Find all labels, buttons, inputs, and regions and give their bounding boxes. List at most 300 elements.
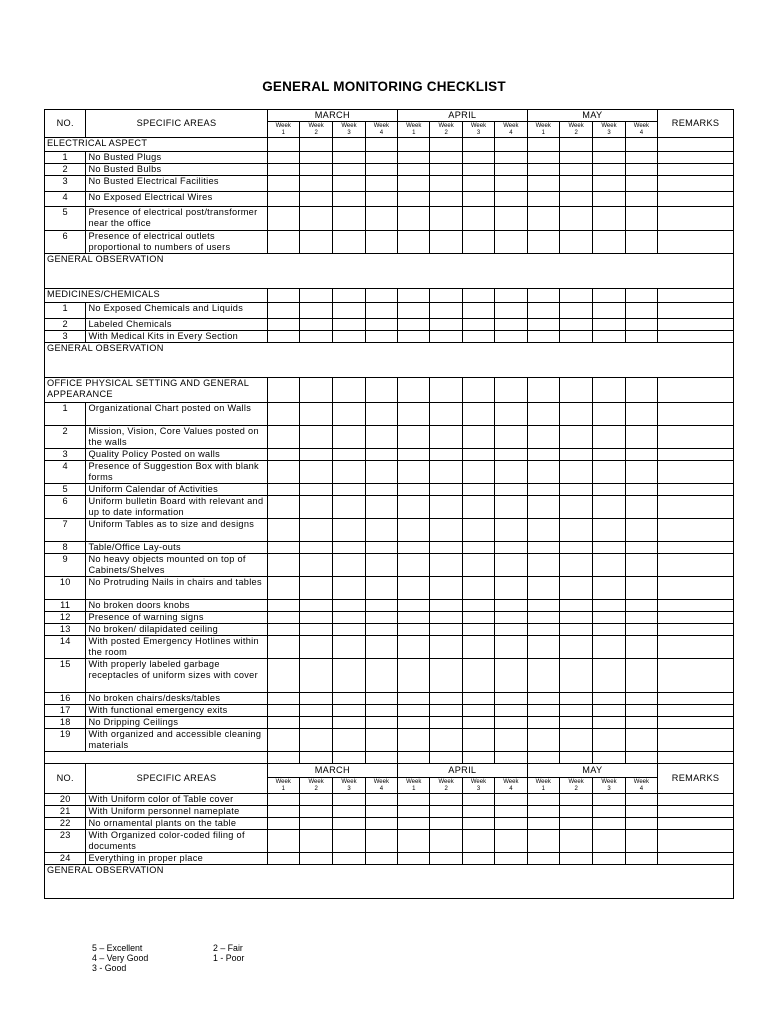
- rating-cell[interactable]: [430, 378, 462, 403]
- rating-cell[interactable]: [430, 612, 462, 624]
- rating-cell[interactable]: [658, 542, 734, 554]
- rating-cell[interactable]: [365, 378, 397, 403]
- rating-cell[interactable]: [559, 319, 592, 331]
- rating-cell[interactable]: [333, 378, 365, 403]
- rating-cell[interactable]: [593, 152, 625, 164]
- rating-cell[interactable]: [267, 426, 299, 449]
- rating-cell[interactable]: [658, 461, 734, 484]
- rating-cell[interactable]: [365, 152, 397, 164]
- rating-cell[interactable]: [527, 717, 559, 729]
- rating-cell[interactable]: [267, 461, 299, 484]
- rating-cell[interactable]: [625, 449, 657, 461]
- rating-cell[interactable]: [559, 705, 592, 717]
- rating-cell[interactable]: [267, 403, 299, 426]
- rating-cell[interactable]: [527, 138, 559, 152]
- rating-cell[interactable]: [299, 403, 332, 426]
- rating-cell[interactable]: [430, 693, 462, 705]
- rating-cell[interactable]: [430, 717, 462, 729]
- rating-cell[interactable]: [559, 231, 592, 254]
- rating-cell[interactable]: [333, 164, 365, 176]
- rating-cell[interactable]: [495, 176, 527, 192]
- rating-cell[interactable]: [658, 331, 734, 343]
- rating-cell[interactable]: [559, 693, 592, 705]
- rating-cell[interactable]: [527, 176, 559, 192]
- rating-cell[interactable]: [658, 319, 734, 331]
- rating-cell[interactable]: [333, 729, 365, 752]
- rating-cell[interactable]: [333, 496, 365, 519]
- rating-cell[interactable]: [495, 577, 527, 600]
- rating-cell[interactable]: [299, 231, 332, 254]
- rating-cell[interactable]: [333, 484, 365, 496]
- rating-cell[interactable]: [267, 554, 299, 577]
- rating-cell[interactable]: [593, 303, 625, 319]
- rating-cell[interactable]: [333, 176, 365, 192]
- rating-cell[interactable]: [267, 231, 299, 254]
- rating-cell[interactable]: [593, 461, 625, 484]
- rating-cell[interactable]: [462, 705, 494, 717]
- rating-cell[interactable]: [495, 192, 527, 207]
- rating-cell[interactable]: [495, 752, 527, 764]
- rating-cell[interactable]: [527, 164, 559, 176]
- rating-cell[interactable]: [430, 231, 462, 254]
- rating-cell[interactable]: [658, 449, 734, 461]
- rating-cell[interactable]: [333, 659, 365, 693]
- rating-cell[interactable]: [625, 231, 657, 254]
- rating-cell[interactable]: [527, 403, 559, 426]
- rating-cell[interactable]: [299, 207, 332, 231]
- rating-cell[interactable]: [430, 449, 462, 461]
- rating-cell[interactable]: [430, 830, 462, 853]
- rating-cell[interactable]: [398, 426, 430, 449]
- rating-cell[interactable]: [462, 331, 494, 343]
- rating-cell[interactable]: [398, 853, 430, 865]
- rating-cell[interactable]: [593, 176, 625, 192]
- rating-cell[interactable]: [462, 164, 494, 176]
- rating-cell[interactable]: [398, 612, 430, 624]
- rating-cell[interactable]: [559, 192, 592, 207]
- rating-cell[interactable]: [527, 449, 559, 461]
- rating-cell[interactable]: [527, 624, 559, 636]
- rating-cell[interactable]: [398, 624, 430, 636]
- rating-cell[interactable]: [398, 830, 430, 853]
- rating-cell[interactable]: [559, 289, 592, 303]
- rating-cell[interactable]: [658, 231, 734, 254]
- rating-cell[interactable]: [333, 794, 365, 806]
- rating-cell[interactable]: [658, 152, 734, 164]
- rating-cell[interactable]: [658, 577, 734, 600]
- rating-cell[interactable]: [462, 496, 494, 519]
- rating-cell[interactable]: [527, 461, 559, 484]
- rating-cell[interactable]: [267, 612, 299, 624]
- rating-cell[interactable]: [333, 207, 365, 231]
- rating-cell[interactable]: [333, 693, 365, 705]
- rating-cell[interactable]: [593, 693, 625, 705]
- rating-cell[interactable]: [658, 207, 734, 231]
- rating-cell[interactable]: [365, 693, 397, 705]
- rating-cell[interactable]: [299, 577, 332, 600]
- rating-cell[interactable]: [658, 729, 734, 752]
- rating-cell[interactable]: [365, 600, 397, 612]
- rating-cell[interactable]: [559, 449, 592, 461]
- rating-cell[interactable]: [299, 853, 332, 865]
- rating-cell[interactable]: [365, 231, 397, 254]
- rating-cell[interactable]: [593, 717, 625, 729]
- rating-cell[interactable]: [593, 519, 625, 542]
- rating-cell[interactable]: [527, 289, 559, 303]
- rating-cell[interactable]: [333, 289, 365, 303]
- rating-cell[interactable]: [299, 176, 332, 192]
- rating-cell[interactable]: [462, 693, 494, 705]
- rating-cell[interactable]: [430, 289, 462, 303]
- rating-cell[interactable]: [625, 636, 657, 659]
- rating-cell[interactable]: [398, 289, 430, 303]
- rating-cell[interactable]: [559, 542, 592, 554]
- rating-cell[interactable]: [430, 806, 462, 818]
- rating-cell[interactable]: [593, 705, 625, 717]
- rating-cell[interactable]: [495, 484, 527, 496]
- rating-cell[interactable]: [593, 426, 625, 449]
- rating-cell[interactable]: [333, 426, 365, 449]
- rating-cell[interactable]: [430, 403, 462, 426]
- rating-cell[interactable]: [495, 319, 527, 331]
- rating-cell[interactable]: [658, 853, 734, 865]
- rating-cell[interactable]: [365, 164, 397, 176]
- rating-cell[interactable]: [365, 705, 397, 717]
- rating-cell[interactable]: [625, 752, 657, 764]
- rating-cell[interactable]: [430, 554, 462, 577]
- rating-cell[interactable]: [559, 806, 592, 818]
- rating-cell[interactable]: [365, 853, 397, 865]
- rating-cell[interactable]: [333, 331, 365, 343]
- rating-cell[interactable]: [625, 542, 657, 554]
- rating-cell[interactable]: [527, 378, 559, 403]
- rating-cell[interactable]: [365, 806, 397, 818]
- rating-cell[interactable]: [430, 207, 462, 231]
- rating-cell[interactable]: [527, 484, 559, 496]
- rating-cell[interactable]: [333, 542, 365, 554]
- rating-cell[interactable]: [658, 484, 734, 496]
- rating-cell[interactable]: [365, 794, 397, 806]
- rating-cell[interactable]: [333, 319, 365, 331]
- rating-cell[interactable]: [267, 717, 299, 729]
- rating-cell[interactable]: [398, 207, 430, 231]
- rating-cell[interactable]: [333, 853, 365, 865]
- rating-cell[interactable]: [462, 207, 494, 231]
- rating-cell[interactable]: [658, 303, 734, 319]
- rating-cell[interactable]: [333, 624, 365, 636]
- rating-cell[interactable]: [559, 600, 592, 612]
- rating-cell[interactable]: [625, 659, 657, 693]
- rating-cell[interactable]: [299, 319, 332, 331]
- rating-cell[interactable]: [299, 542, 332, 554]
- rating-cell[interactable]: [527, 600, 559, 612]
- rating-cell[interactable]: [333, 577, 365, 600]
- rating-cell[interactable]: [527, 705, 559, 717]
- rating-cell[interactable]: [430, 659, 462, 693]
- rating-cell[interactable]: [593, 331, 625, 343]
- rating-cell[interactable]: [495, 624, 527, 636]
- rating-cell[interactable]: [593, 853, 625, 865]
- rating-cell[interactable]: [267, 830, 299, 853]
- rating-cell[interactable]: [495, 705, 527, 717]
- rating-cell[interactable]: [527, 192, 559, 207]
- rating-cell[interactable]: [559, 624, 592, 636]
- rating-cell[interactable]: [625, 693, 657, 705]
- rating-cell[interactable]: [527, 794, 559, 806]
- rating-cell[interactable]: [462, 152, 494, 164]
- rating-cell[interactable]: [398, 729, 430, 752]
- rating-cell[interactable]: [398, 192, 430, 207]
- rating-cell[interactable]: [365, 176, 397, 192]
- rating-cell[interactable]: [625, 705, 657, 717]
- rating-cell[interactable]: [527, 303, 559, 319]
- rating-cell[interactable]: [398, 152, 430, 164]
- rating-cell[interactable]: [333, 403, 365, 426]
- rating-cell[interactable]: [430, 818, 462, 830]
- rating-cell[interactable]: [267, 659, 299, 693]
- rating-cell[interactable]: [625, 830, 657, 853]
- rating-cell[interactable]: [398, 449, 430, 461]
- rating-cell[interactable]: [299, 600, 332, 612]
- rating-cell[interactable]: [625, 806, 657, 818]
- rating-cell[interactable]: [462, 636, 494, 659]
- rating-cell[interactable]: [299, 519, 332, 542]
- rating-cell[interactable]: [462, 600, 494, 612]
- rating-cell[interactable]: [365, 519, 397, 542]
- rating-cell[interactable]: [625, 612, 657, 624]
- rating-cell[interactable]: [333, 705, 365, 717]
- rating-cell[interactable]: [398, 806, 430, 818]
- rating-cell[interactable]: [559, 818, 592, 830]
- rating-cell[interactable]: [495, 152, 527, 164]
- rating-cell[interactable]: [365, 449, 397, 461]
- rating-cell[interactable]: [527, 542, 559, 554]
- rating-cell[interactable]: [593, 624, 625, 636]
- rating-cell[interactable]: [495, 636, 527, 659]
- rating-cell[interactable]: [658, 496, 734, 519]
- rating-cell[interactable]: [495, 853, 527, 865]
- rating-cell[interactable]: [658, 624, 734, 636]
- rating-cell[interactable]: [559, 331, 592, 343]
- rating-cell[interactable]: [593, 636, 625, 659]
- rating-cell[interactable]: [462, 830, 494, 853]
- rating-cell[interactable]: [625, 794, 657, 806]
- rating-cell[interactable]: [430, 426, 462, 449]
- rating-cell[interactable]: [462, 612, 494, 624]
- rating-cell[interactable]: [625, 519, 657, 542]
- rating-cell[interactable]: [593, 403, 625, 426]
- rating-cell[interactable]: [559, 577, 592, 600]
- rating-cell[interactable]: [430, 853, 462, 865]
- rating-cell[interactable]: [430, 138, 462, 152]
- rating-cell[interactable]: [398, 752, 430, 764]
- rating-cell[interactable]: [559, 152, 592, 164]
- rating-cell[interactable]: [658, 426, 734, 449]
- rating-cell[interactable]: [462, 717, 494, 729]
- rating-cell[interactable]: [333, 303, 365, 319]
- rating-cell[interactable]: [398, 818, 430, 830]
- rating-cell[interactable]: [333, 138, 365, 152]
- rating-cell[interactable]: [625, 426, 657, 449]
- rating-cell[interactable]: [333, 752, 365, 764]
- rating-cell[interactable]: [462, 319, 494, 331]
- rating-cell[interactable]: [495, 461, 527, 484]
- rating-cell[interactable]: [365, 331, 397, 343]
- rating-cell[interactable]: [559, 519, 592, 542]
- rating-cell[interactable]: [398, 600, 430, 612]
- rating-cell[interactable]: [559, 830, 592, 853]
- rating-cell[interactable]: [559, 717, 592, 729]
- rating-cell[interactable]: [625, 853, 657, 865]
- rating-cell[interactable]: [462, 231, 494, 254]
- rating-cell[interactable]: [658, 752, 734, 764]
- rating-cell[interactable]: [430, 794, 462, 806]
- rating-cell[interactable]: [625, 624, 657, 636]
- rating-cell[interactable]: [625, 378, 657, 403]
- rating-cell[interactable]: [299, 612, 332, 624]
- rating-cell[interactable]: [495, 426, 527, 449]
- rating-cell[interactable]: [267, 289, 299, 303]
- rating-cell[interactable]: [593, 612, 625, 624]
- rating-cell[interactable]: [658, 806, 734, 818]
- rating-cell[interactable]: [593, 231, 625, 254]
- rating-cell[interactable]: [365, 636, 397, 659]
- rating-cell[interactable]: [430, 192, 462, 207]
- rating-cell[interactable]: [365, 496, 397, 519]
- rating-cell[interactable]: [625, 729, 657, 752]
- rating-cell[interactable]: [267, 519, 299, 542]
- rating-cell[interactable]: [559, 484, 592, 496]
- rating-cell[interactable]: [365, 554, 397, 577]
- rating-cell[interactable]: [267, 176, 299, 192]
- rating-cell[interactable]: [625, 192, 657, 207]
- rating-cell[interactable]: [430, 303, 462, 319]
- rating-cell[interactable]: [559, 612, 592, 624]
- rating-cell[interactable]: [365, 461, 397, 484]
- rating-cell[interactable]: [593, 554, 625, 577]
- rating-cell[interactable]: [299, 331, 332, 343]
- rating-cell[interactable]: [593, 659, 625, 693]
- rating-cell[interactable]: [365, 577, 397, 600]
- rating-cell[interactable]: [527, 729, 559, 752]
- rating-cell[interactable]: [365, 319, 397, 331]
- rating-cell[interactable]: [658, 794, 734, 806]
- rating-cell[interactable]: [559, 729, 592, 752]
- rating-cell[interactable]: [267, 794, 299, 806]
- rating-cell[interactable]: [527, 830, 559, 853]
- rating-cell[interactable]: [495, 378, 527, 403]
- rating-cell[interactable]: [365, 752, 397, 764]
- rating-cell[interactable]: [333, 818, 365, 830]
- rating-cell[interactable]: [625, 818, 657, 830]
- rating-cell[interactable]: [462, 426, 494, 449]
- rating-cell[interactable]: [267, 484, 299, 496]
- rating-cell[interactable]: [527, 693, 559, 705]
- rating-cell[interactable]: [430, 577, 462, 600]
- rating-cell[interactable]: [299, 289, 332, 303]
- rating-cell[interactable]: [658, 717, 734, 729]
- rating-cell[interactable]: [267, 542, 299, 554]
- rating-cell[interactable]: [398, 319, 430, 331]
- rating-cell[interactable]: [430, 461, 462, 484]
- rating-cell[interactable]: [365, 207, 397, 231]
- rating-cell[interactable]: [299, 461, 332, 484]
- rating-cell[interactable]: [658, 378, 734, 403]
- rating-cell[interactable]: [559, 554, 592, 577]
- rating-cell[interactable]: [559, 138, 592, 152]
- rating-cell[interactable]: [365, 659, 397, 693]
- rating-cell[interactable]: [333, 830, 365, 853]
- rating-cell[interactable]: [299, 659, 332, 693]
- rating-cell[interactable]: [495, 612, 527, 624]
- rating-cell[interactable]: [495, 830, 527, 853]
- rating-cell[interactable]: [430, 752, 462, 764]
- rating-cell[interactable]: [559, 403, 592, 426]
- rating-cell[interactable]: [625, 600, 657, 612]
- rating-cell[interactable]: [299, 496, 332, 519]
- rating-cell[interactable]: [462, 138, 494, 152]
- rating-cell[interactable]: [559, 176, 592, 192]
- rating-cell[interactable]: [495, 729, 527, 752]
- rating-cell[interactable]: [625, 577, 657, 600]
- rating-cell[interactable]: [299, 693, 332, 705]
- rating-cell[interactable]: [658, 600, 734, 612]
- rating-cell[interactable]: [299, 192, 332, 207]
- rating-cell[interactable]: [462, 484, 494, 496]
- rating-cell[interactable]: [559, 659, 592, 693]
- rating-cell[interactable]: [593, 378, 625, 403]
- rating-cell[interactable]: [430, 519, 462, 542]
- rating-cell[interactable]: [365, 138, 397, 152]
- rating-cell[interactable]: [299, 818, 332, 830]
- rating-cell[interactable]: [495, 600, 527, 612]
- rating-cell[interactable]: [625, 319, 657, 331]
- rating-cell[interactable]: [299, 484, 332, 496]
- general-observation[interactable]: GENERAL OBSERVATION: [45, 343, 734, 378]
- rating-cell[interactable]: [462, 403, 494, 426]
- rating-cell[interactable]: [462, 542, 494, 554]
- rating-cell[interactable]: [658, 693, 734, 705]
- rating-cell[interactable]: [299, 624, 332, 636]
- rating-cell[interactable]: [430, 164, 462, 176]
- rating-cell[interactable]: [495, 231, 527, 254]
- rating-cell[interactable]: [333, 231, 365, 254]
- rating-cell[interactable]: [593, 207, 625, 231]
- general-observation[interactable]: GENERAL OBSERVATION: [45, 254, 734, 289]
- rating-cell[interactable]: [658, 830, 734, 853]
- rating-cell[interactable]: [495, 403, 527, 426]
- rating-cell[interactable]: [365, 403, 397, 426]
- rating-cell[interactable]: [333, 806, 365, 818]
- rating-cell[interactable]: [527, 752, 559, 764]
- rating-cell[interactable]: [267, 806, 299, 818]
- rating-cell[interactable]: [333, 600, 365, 612]
- rating-cell[interactable]: [430, 484, 462, 496]
- rating-cell[interactable]: [625, 403, 657, 426]
- rating-cell[interactable]: [462, 853, 494, 865]
- rating-cell[interactable]: [299, 303, 332, 319]
- rating-cell[interactable]: [495, 207, 527, 231]
- rating-cell[interactable]: [593, 729, 625, 752]
- rating-cell[interactable]: [658, 164, 734, 176]
- rating-cell[interactable]: [625, 138, 657, 152]
- rating-cell[interactable]: [333, 519, 365, 542]
- rating-cell[interactable]: [333, 636, 365, 659]
- rating-cell[interactable]: [593, 818, 625, 830]
- rating-cell[interactable]: [267, 138, 299, 152]
- rating-cell[interactable]: [495, 519, 527, 542]
- rating-cell[interactable]: [299, 378, 332, 403]
